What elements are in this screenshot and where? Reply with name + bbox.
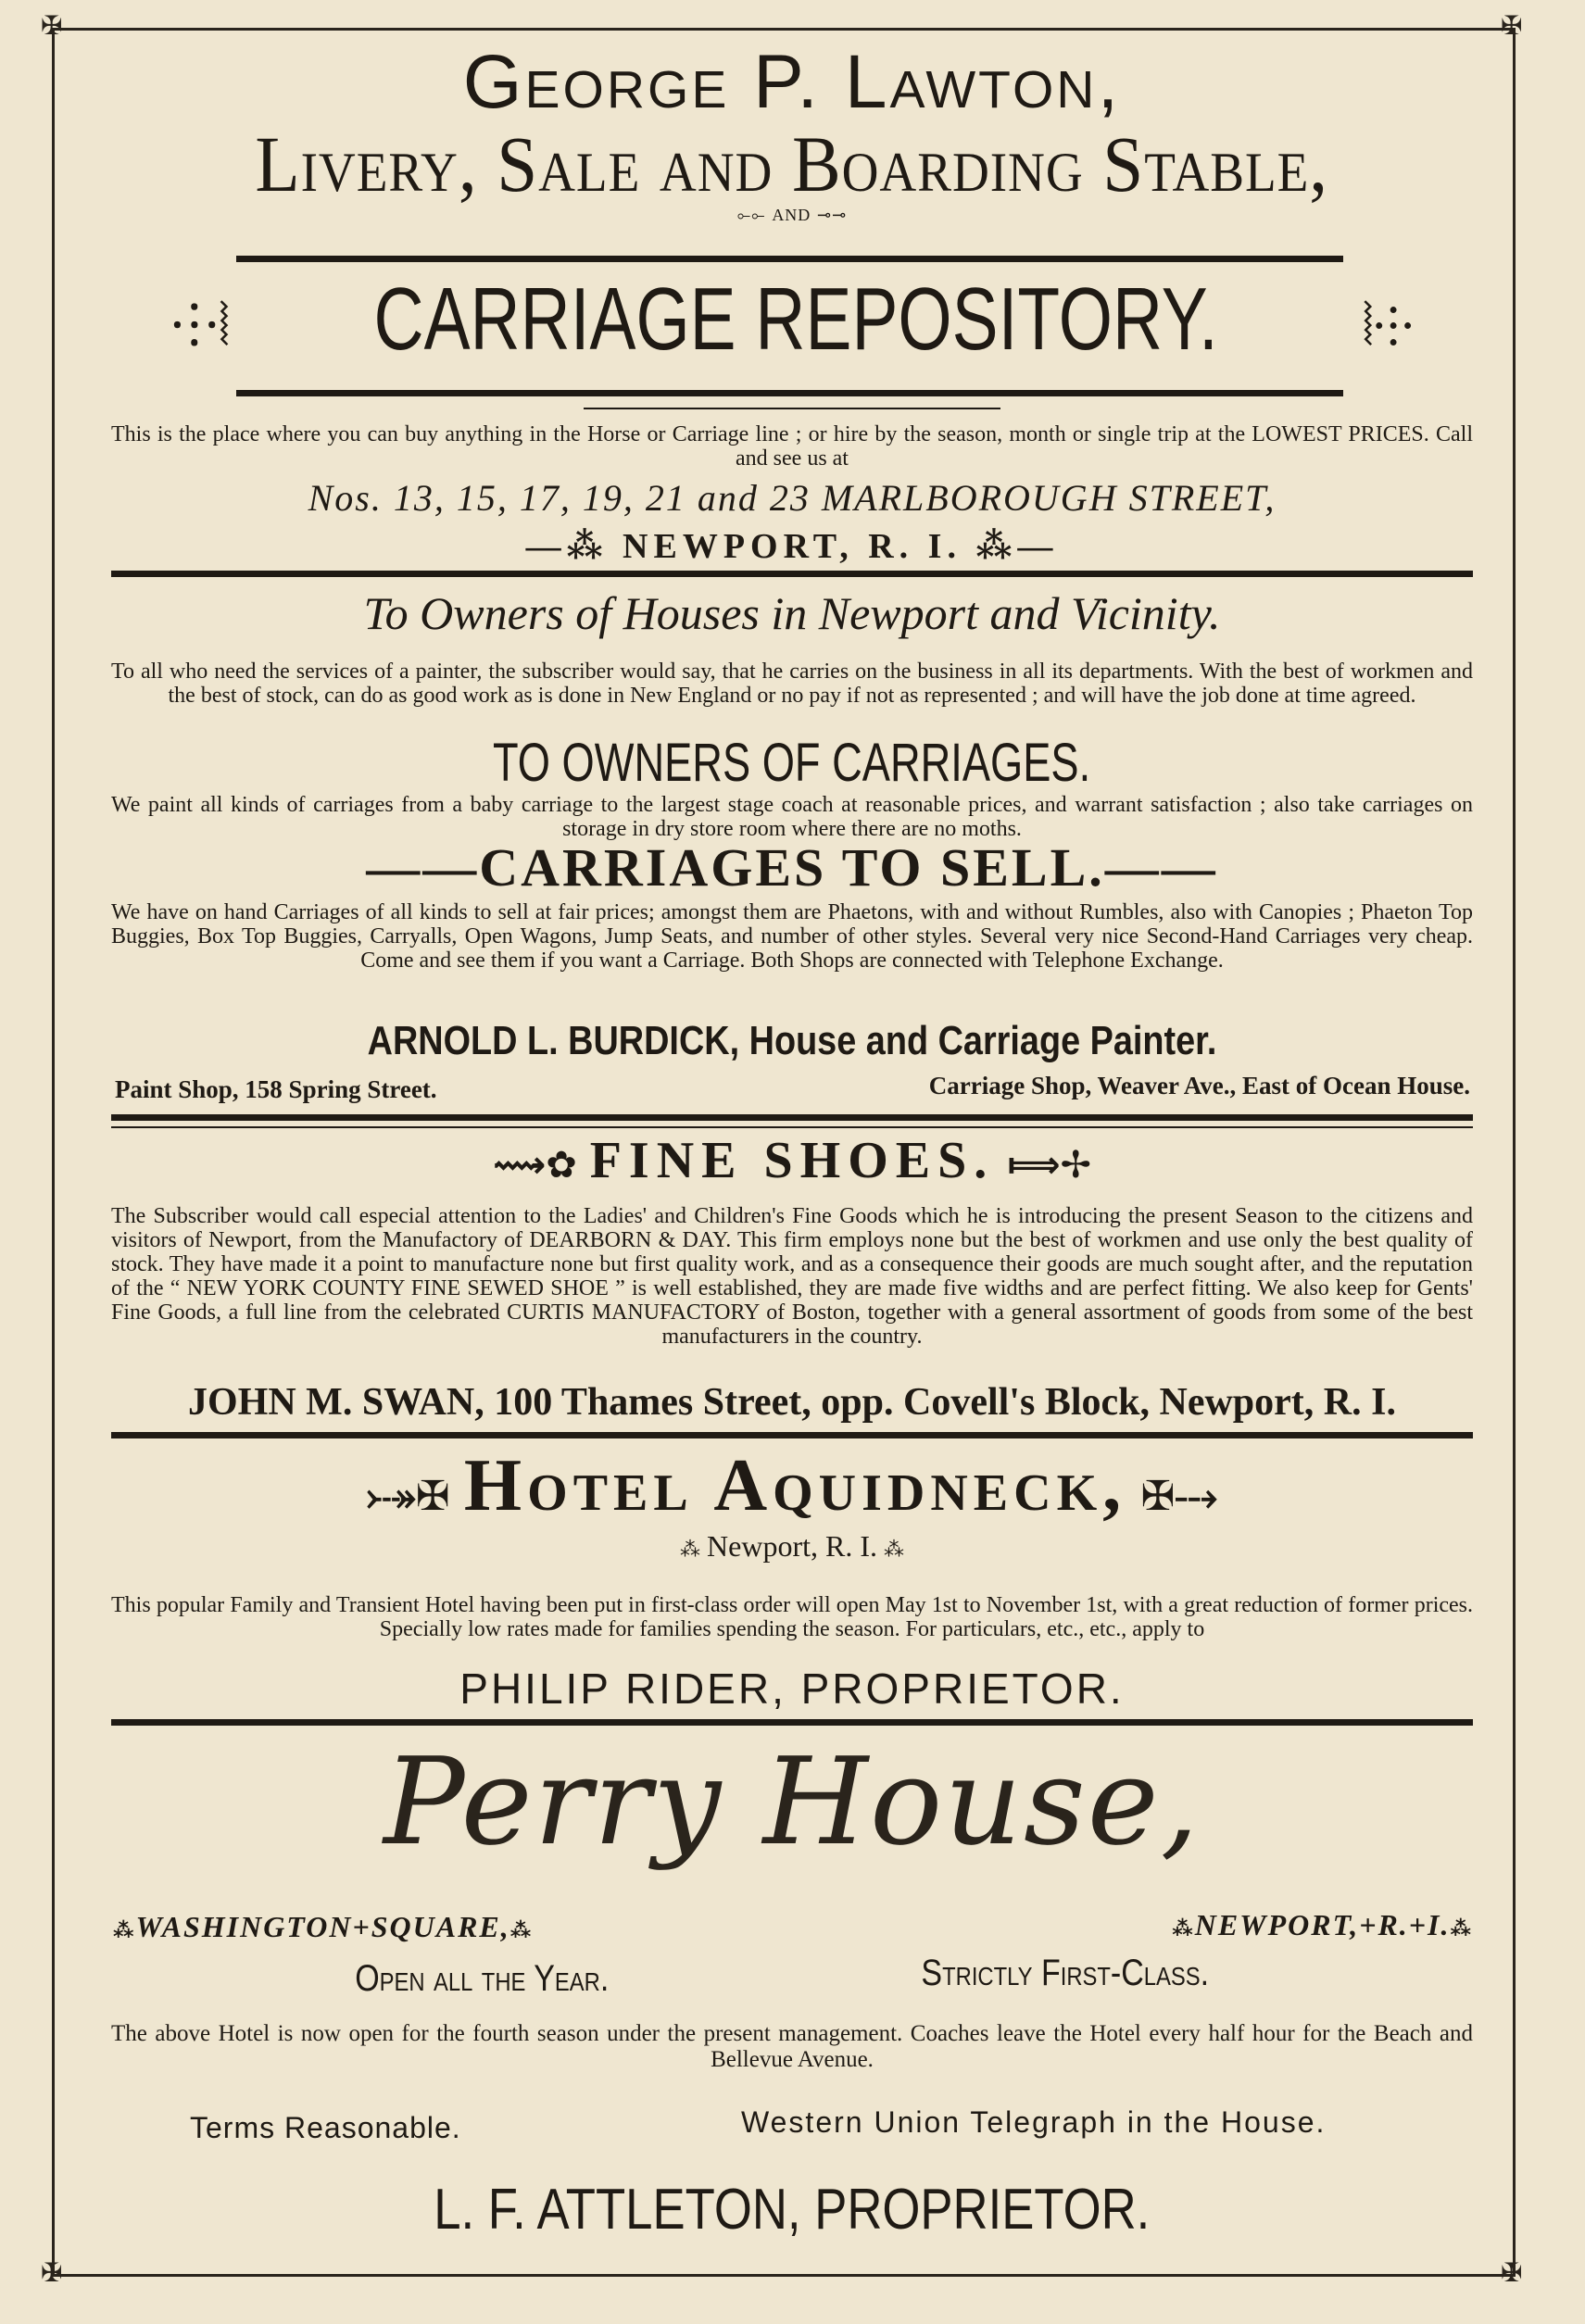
burdick-carriages-heading: [111, 732, 1473, 795]
burdick-heading: To Owners of Houses in Newport and Vicinity.: [363, 587, 1221, 639]
ornament-icon: ⁂: [509, 1919, 534, 1942]
scroll-ornament-icon: ⟿✿: [492, 1144, 590, 1187]
rule-ornament-icon: ——: [366, 837, 480, 898]
burdick-paragraph-2: We paint all kinds of carriages from a baby carriage to the largest stage coach at reasonable prices, and warrant satisfaction ; also take carriages on storage in dry store room where there are no moths.: [111, 793, 1473, 841]
aquidneck-heading-text: Hotel Aquidneck,: [463, 1445, 1127, 1526]
carriage-repository-heading: [111, 269, 1473, 377]
rule-ornament-icon: ⁂—: [961, 527, 1059, 566]
aquidneck-heading: [111, 1445, 1473, 1538]
perry-paragraph: The above Hotel is now open for the fourth season under the present management. Coaches leave the Hotel every half hour for the Beach and Bellevue Avenue.: [111, 2021, 1473, 2072]
aquidneck-paragraph: This popular Family and Transient Hotel having been put in first-class order will open May 1st to November 1st, with a great reduction of former prices. Specially low rates made for families spending the season. For particulars, etc., etc., apply to: [111, 1593, 1473, 1641]
burdick-paragraph-1: To all who need the services of a painter, the subscriber would say, that he carries on the business in all its departments. With the best of workmen and the best of stock, can do as good work as is done in New England or no pay if not as represented ; and will have the job done at time agreed.: [111, 660, 1473, 708]
frame-left-rule: [52, 28, 55, 2274]
divider-rule: [584, 408, 1000, 409]
scroll-ornament-icon: ⊸⊸: [811, 206, 848, 225]
arrow-ornament-icon: ✠⤏: [1126, 1473, 1218, 1520]
rule-ornament-icon: —⁂: [525, 527, 623, 566]
perry-terms: Terms Reasonable.: [190, 2111, 461, 2144]
scroll-ornament-icon: ⟜⟜: [736, 206, 773, 225]
perry-telegraph: Western Union Telegraph in the House.: [741, 2105, 1327, 2139]
aquidneck-proprietor: PHILIP RIDER, PROPRIETOR.: [459, 1664, 1125, 1713]
lawton-city-text: NEWPORT, R. I.: [623, 527, 962, 566]
burdick-name-text: ARNOLD L. BURDICK, House and Carriage Painter.: [367, 1018, 1217, 1063]
perry-location-left: [113, 1908, 533, 1950]
perry-open-text: Open all the Year.: [354, 1958, 610, 1999]
arrow-ornament-icon: ⤐✠: [366, 1473, 464, 1520]
lawton-and: [111, 206, 1473, 225]
lawton-name: George P. Lawton,: [462, 40, 1122, 124]
divider-rule: [111, 1126, 1473, 1128]
lawton-stable-heading: [111, 120, 1473, 207]
divider-rule: [111, 1432, 1473, 1438]
perry-house-heading: Perry House,: [384, 1731, 1201, 1872]
perry-location-right-text: NEWPORT,+R.+I.: [1194, 1908, 1451, 1941]
burdick-carriages-text: TO OWNERS OF CARRIAGES.: [493, 733, 1091, 793]
aquidneck-city: [111, 1528, 1473, 1568]
perry-first-class-text: Strictly First-Class.: [921, 1953, 1210, 1993]
corner-ornament-icon: ✠: [41, 10, 63, 41]
ornament-icon: ⁂: [680, 1539, 708, 1562]
ornament-icon: ⁂: [876, 1539, 904, 1562]
perry-location-right: [1065, 1906, 1473, 1948]
frame-bottom-rule: [52, 2274, 1516, 2277]
frame-right-rule: [1513, 28, 1516, 2274]
perry-open: [278, 1956, 686, 2001]
scroll-ornament-icon: ⸭⦚: [170, 291, 231, 359]
corner-ornament-icon: ✠: [41, 2257, 63, 2288]
ornament-icon: ⁂: [1450, 1917, 1473, 1941]
lawton-address: Nos. 13, 15, 17, 19, 21 and 23 MARLBOROUGH STREET,: [308, 477, 1277, 519]
corner-ornament-icon: ✠: [1501, 2257, 1523, 2288]
ornament-icon: ⁂: [113, 1919, 136, 1942]
burdick-paint-shop: Paint Shop, 158 Spring Street.: [115, 1075, 437, 1103]
divider-rule: [236, 390, 1343, 396]
divider-rule: [111, 1114, 1473, 1121]
lawton-city: [111, 526, 1473, 567]
divider-rule: [111, 1719, 1473, 1726]
swan-address: JOHN M. SWAN, 100 Thames Street, opp. Covell's Block, Newport, R. I.: [188, 1381, 1396, 1424]
lawton-and-text: AND: [772, 206, 811, 224]
lawton-description: This is the place where you can buy anything in the Horse or Carriage line ; or hire by the season, month or single trip at the LOWEST PRICES. Call and see us at: [111, 422, 1473, 471]
swan-heading: [111, 1130, 1473, 1196]
scroll-ornament-icon: ⦚⸭: [1362, 291, 1414, 359]
perry-proprietor-text: L. F. ATTLETON, PROPRIETOR.: [434, 2178, 1151, 2242]
aquidneck-city-text: Newport, R. I.: [707, 1529, 877, 1563]
burdick-name: [111, 1017, 1473, 1065]
corner-ornament-icon: ✠: [1501, 10, 1523, 41]
carriage-repository-text: CARRIAGE REPOSITORY.: [373, 270, 1219, 369]
divider-rule: [236, 256, 1343, 262]
swan-paragraph: The Subscriber would call especial attention to the Ladies' and Children's Fine Goods which he is introducing the present Season to the citizens and visitors of Newport, from the Manufactory of DEARBORN & DAY. This firm employs none but the best of workmen and use only the best quality of stock. They have made it a point to manufacture none but first quality work, and as a consequence their goods are much sought after, and the reputation of the “ NEW YORK COUNTY FINE SEWED SHOE ” is well established, they are made five widths and are perfect fitting. We also keep for Gents' Fine Goods, a full line from the celebrated CURTIS MANUFACTORY of Boston, together with a general assortment of goods from some of the best manufacturers in the country.: [111, 1204, 1473, 1349]
divider-rule: [111, 571, 1473, 577]
burdick-sell-text: CARRIAGES TO SELL.: [479, 837, 1105, 898]
perry-first-class: [834, 1951, 1297, 1995]
perry-location-left-text: WASHINGTON+SQUARE,: [135, 1910, 510, 1943]
scroll-ornament-icon: ⟾✢: [994, 1144, 1092, 1187]
burdick-sell-heading: [111, 837, 1473, 898]
ornament-icon: ⁂: [1172, 1917, 1195, 1941]
burdick-carriage-shop: Carriage Shop, Weaver Ave., East of Ocean House.: [928, 1072, 1470, 1099]
burdick-paragraph-3: We have on hand Carriages of all kinds to sell at fair prices; amongst them are Phaetons, with and without Rumbles, also with Canopies ; Phaeton Top Buggies, Box Top Buggies, Carryalls, Open Wagons, Jump Seats, and number of other styles. Several very nice Second-Hand Carriages very cheap. Come and see them if you want a Carriage. Both Shops are connected with Telephone Exchange.: [111, 900, 1473, 973]
swan-heading-text: FINE SHOES.: [589, 1132, 995, 1189]
rule-ornament-icon: ——: [1104, 837, 1218, 898]
frame-top-rule: [52, 28, 1516, 31]
perry-proprietor: [111, 2177, 1473, 2243]
lawton-stable-text: Livery, Sale and Boarding Stable,: [255, 119, 1329, 208]
